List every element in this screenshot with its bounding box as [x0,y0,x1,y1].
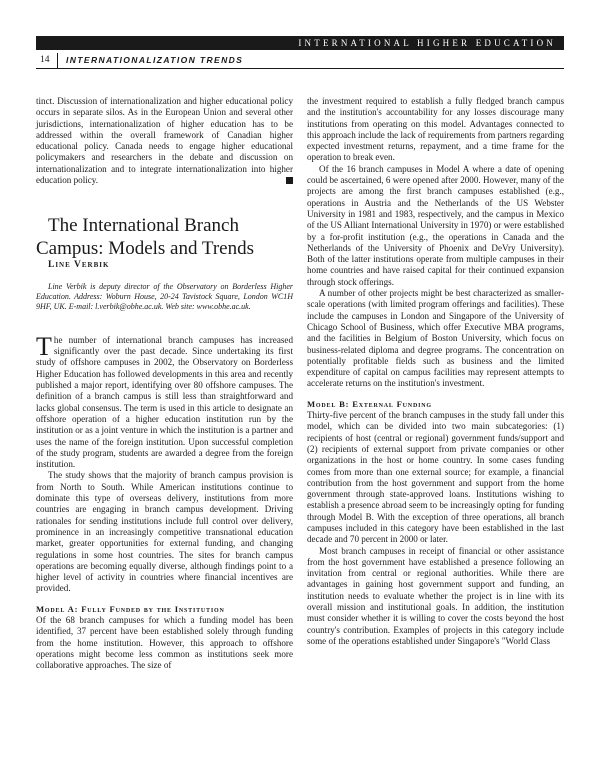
body-paragraph: Thirty-five percent of the branch campuses in the study fall under this model, which can be divided into two main subcategories: (1) recipients of host (central or regional) government funds/support and (2) recipients of external support from private companies or other organizations in the host or home country. In some cases funding comes from more than one external source; for example, a financial contribution from the host government and support from the home government through state-approved loans. Institutions wishing to establish a presence abroad seem to be increasingly opting for funding through Model B. With the exception of three operations, all branch campuses included in this category have been established in the last decade and 70 percent in 2000 or later. [307,410,564,545]
publication-masthead [36,36,564,50]
body-paragraph: A number of other projects might be best characterized as smaller-scale operations (with limited program offerings and facilities). These include the campuses in London and Singapore of the University of Chicago School of Business, which offer Executive MBA programs, and the facilities in Belgium of Boston University, which focus on business-related diploma and degree programs. The concentration on potentially profitable fields such as business and the limited expenditure of capital on campus facilities may represent attempts to accelerate returns on the institution's investment. [307,288,564,389]
body-paragraph: The study shows that the majority of branch campus provision is from North to South. While American institutions continue to dominate this type of overseas delivery, institutions from more countries are engaging in branch campus development. Driving rationales for sending institutions include full control over delivery, prominence in an increasingly competitive transnational education market, greater opportunities for external funding, and changing regulations in some host countries. The sites for branch campus operations are becoming equally diverse, although findings point to a higher level of activity in countries where financial incentives are provided. [36,470,293,594]
drop-cap: T [36,331,52,361]
left-column [36,96,293,672]
page-number: 14 [36,53,58,68]
section-heading-model-a: Model A: Fully Funded by the Institution [36,603,225,614]
author-bio: Line Verbik is deputy director of the Observatory on Borderless Higher Education. Address: Woburn House, 20-24 Tavistock Square, London WC1H 9HF, UK. E-mail: l.verbik@obhe.ac.uk. Web site: www.obhe.ac.uk. [36,281,293,312]
section-heading-model-b: Model B: External Funding [307,398,432,409]
body-paragraph: The number of international branch campuses has increased significantly over the past decade. Since undertaking its first study of offshore campuses in 2002, the Observatory on Borderless Higher Education has followed developments in this area and recently published a major report, identifying over 80 offshore campuses. The definition of a branch campus is still less than straightforward and lacks global consensus. The term is used in this article to designate an offshore operation of a higher education institution run by the institution or as a joint venture in which the institution is a partner and uses the name of the foreign institution. Upon successful completion of the study program, students are awarded a degree from the foreign institution. [36,331,293,470]
end-of-article-mark [286,177,293,184]
intro-paragraph: tinct. Discussion of internationalization and higher educational policy occurs in separate silos. As in the European Union and several other jurisdictions, internationalization of higher education has to be addressed within the overall framework of Canadian higher educational policy. Canada needs to engage higher educational policymakers and researchers in the debate and discussion on internationalization and to integrate internationalization into higher education policy. [36,96,293,186]
body-paragraph: Of the 16 branch campuses in Model A where a date of opening could be ascertained, 6 were opened after 2000. However, many of the projects are among the first branch campuses established (e.g., operations in Austria and the Netherlands of the US Webster University in 1981 and 1983, respectively, and the campus in Mexico of the US Alliant International University in 1970) or were established by a for-profit institution (e.g., the operations in Canada and the Netherlands of the University of Phoenix and DeVry University). Both of the latter institutions operate from multiple campuses in their home countries and have raised capital for their continued expansion through stock offerings. [307,163,564,287]
article-title: The International Branch Campus: Models and Trends [36,215,254,260]
right-column [307,96,564,647]
section-title: INTERNATIONALIZATION TRENDS [66,55,244,65]
body-paragraph: the investment required to establish a fully fledged branch campus and the institution's accountability for any losses discourage many institutions from operating on this model. Advantages connected to this approach include the lack of requirements from partners regarding expected investment returns, repayment, and a time frame for the operation to break even. [307,96,564,163]
publication-title: INTERNATIONAL HIGHER EDUCATION [298,38,556,48]
author-byline: Line Verbik [48,260,110,271]
body-paragraph: Most branch campuses in receipt of financial or other assistance from the host government have established a presence following an invitation from central or regional authorities. While there are advantages in gaining host government support and funding, an institution needs to evaluate whether the project is in line with its overall mission and institutional goals. In addition, the institution must consider whether it is willing to cover the costs beyond the host country's contribution. Examples of projects in this category include some of the operations established under Singapore's "World Class [307,545,564,646]
page-header-bar [36,53,564,69]
body-paragraph: Of the 68 branch campuses for which a funding model has been identified, 37 percent have been established solely through funding from the home institution. However, this approach to offshore operations might become less common as institutions seek more collaborative approaches. The size of [36,615,293,671]
